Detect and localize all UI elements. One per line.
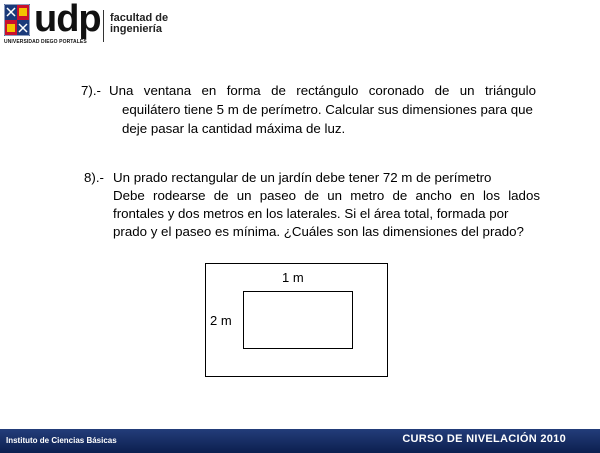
faculty-line-2: ingeniería <box>110 23 162 35</box>
problem-line: prado y el paseo es mínima. ¿Cuáles son las dimensiones del prado? <box>113 224 524 239</box>
footer-institute: Instituto de Ciencias Básicas <box>6 436 117 445</box>
problem-line: Una ventana en forma de rectángulo coronado de un triángulo <box>109 83 536 98</box>
logo-divider <box>103 10 104 42</box>
university-crest-icon <box>4 4 30 36</box>
side-width-label: 2 m <box>210 313 232 328</box>
problem-line: deje pasar la cantidad máxima de luz. <box>122 121 346 136</box>
faculty-line-1: facultad de <box>110 12 169 24</box>
problem-line: Un prado rectangular de un jardín debe tener 72 m de perímetro <box>113 170 492 185</box>
lawn-inner-rectangle <box>243 291 353 349</box>
udp-logo <box>4 0 214 46</box>
problem-line: Debe rodearse de un paseo de un metro de ancho en los lados <box>113 188 540 203</box>
university-name: UNIVERSIDAD DIEGO PORTALES <box>4 39 87 45</box>
faculty-name <box>110 13 168 35</box>
footer-bar <box>0 429 600 453</box>
logo-wordmark: udp <box>34 0 101 40</box>
footer-course: CURSO DE NIVELACIÓN 2010 <box>402 433 566 445</box>
problem-line: frontales y dos metros en los laterales. Si el área total, formada por <box>113 206 509 221</box>
problem-number: 8).- <box>84 170 104 185</box>
problem-line: equilátero tiene 5 m de perímetro. Calcular sus dimensiones para que <box>122 102 533 117</box>
top-width-label: 1 m <box>282 270 304 285</box>
problem-number: 7).- <box>81 83 101 98</box>
